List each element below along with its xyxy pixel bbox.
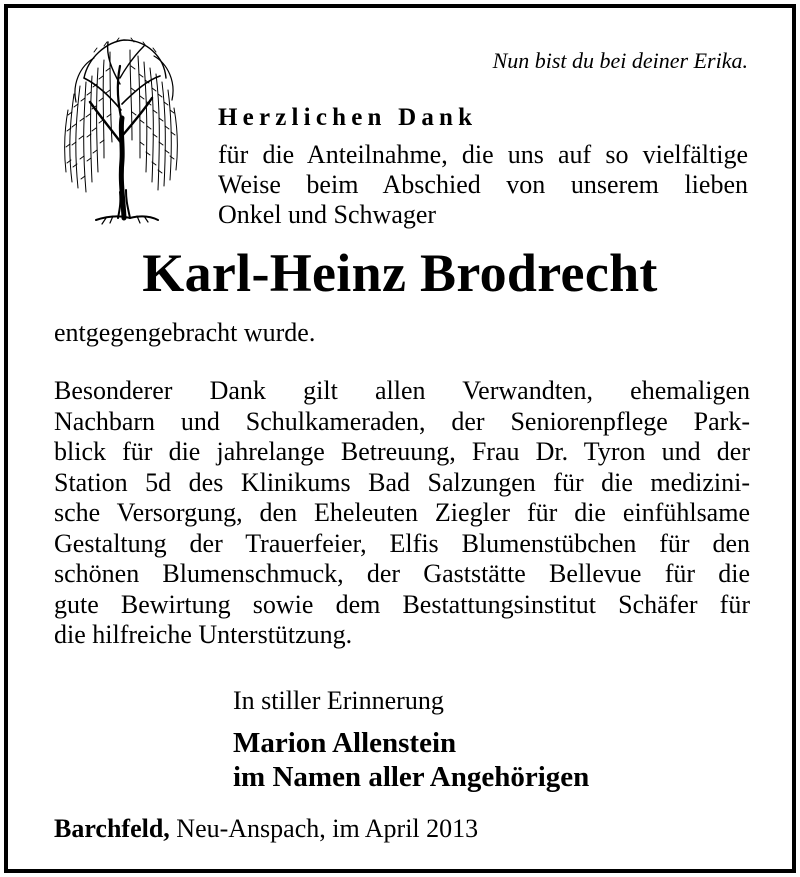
body-line: gute Bewirtung sowie dem Bestattungsinstitut Schäfer für [54,589,750,619]
body-line: Station 5d des Klinikums Bad Salzungen für die medizini- [54,467,750,497]
memory-line: In stiller Erinnerung [233,686,444,715]
deceased-name: Karl-Heinz Brodrecht [142,243,658,303]
body-line: Gestaltung der Trauerfeier, Elfis Blumenstübchen für den [54,528,750,558]
motto: Nun bist du bei deiner Erika. [492,48,748,73]
signer-block [233,726,589,794]
body-line: sche Versorgung, den Eheleuten Ziegler für die einfühlsame [54,498,750,527]
intro-line: für die Anteilnahme, die uns auf so vielfältige [218,140,748,169]
body-text [54,376,750,651]
body-line: blick für die jahrelange Betreuung, Frau Dr. Tyron und der [54,437,750,466]
signer-note: im Namen aller Angehörigen [233,761,590,793]
place-name: Barchfeld, [54,814,170,843]
after-name-text: entgegengebracht wurde. [54,318,316,347]
title: Herzlichen Dank [218,104,478,131]
obituary-card [4,4,796,873]
body-line: schönen Blumenschmuck, der Gaststätte Bellevue für die [54,559,750,588]
place-date-line [54,814,478,844]
intro-line: Onkel und Schwager [218,200,437,229]
intro-text [218,140,748,230]
intro-line: Weise beim Abschied von unserem lieben [218,170,748,199]
signer-name: Marion Allenstein [233,727,457,759]
body-line: Nachbarn und Schulkameraden, der Seniorenpflege Park- [54,406,750,436]
weeping-willow-icon [54,32,184,228]
body-line: Besonderer Dank gilt allen Verwandten, ehemaligen [54,376,750,405]
body-line: die hilfreiche Unterstützung. [54,620,353,649]
place-date: Neu-Anspach, im April 2013 [169,814,479,843]
